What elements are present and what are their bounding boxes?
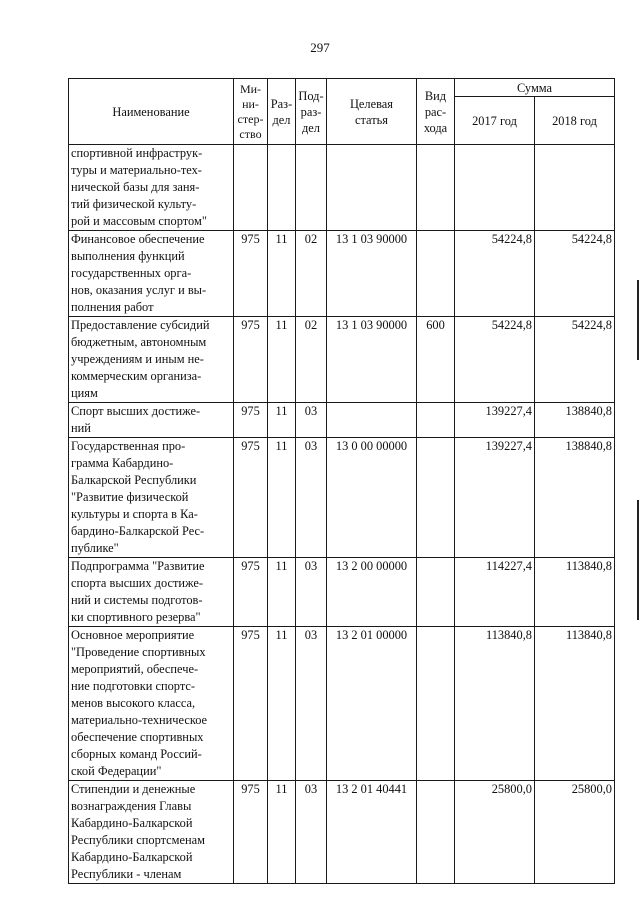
cell-sum-2017: 54224,8 (455, 231, 535, 317)
cell-target-article: 13 1 03 90000 (327, 231, 417, 317)
header-name: Наименование (69, 79, 234, 145)
page-number: 297 (310, 40, 330, 55)
cell-sum-2018: 25800,0 (535, 781, 615, 884)
cell-section: 11 (268, 317, 296, 403)
header-target-article: Целевая статья (327, 79, 417, 145)
header-year-2017: 2017 год (455, 97, 535, 145)
cell-name: Основное мероприятие "Проведение спортивных мероприятий, обеспече- ние подготовки спортс- менов высокого класса, материально-техническое обеспечение спортивных сборных команд Россий- ской Федерации" (69, 627, 234, 781)
scan-edge-mark (637, 280, 639, 360)
header-year-2018: 2018 год (535, 97, 615, 145)
cell-expense-type (417, 231, 455, 317)
cell-expense-type (417, 558, 455, 627)
cell-subsection: 03 (296, 627, 327, 781)
cell-ministry (234, 145, 268, 231)
header-expense-type: Вид рас- хода (417, 79, 455, 145)
cell-sum-2017: 114227,4 (455, 558, 535, 627)
header-ministry: Ми- ни- стер- ство (234, 79, 268, 145)
cell-target-article: 13 0 00 00000 (327, 438, 417, 558)
cell-sum-2017: 54224,8 (455, 317, 535, 403)
cell-target-article: 13 2 00 00000 (327, 558, 417, 627)
cell-subsection: 03 (296, 403, 327, 438)
cell-sum-2017: 25800,0 (455, 781, 535, 884)
cell-section: 11 (268, 558, 296, 627)
cell-section: 11 (268, 438, 296, 558)
cell-name: Предоставление субсидий бюджетным, автономным учреждениям и иным не- коммерческим организа- циям (69, 317, 234, 403)
table-row (69, 781, 615, 884)
cell-sum-2017 (455, 145, 535, 231)
cell-target-article: 13 2 01 00000 (327, 627, 417, 781)
cell-target-article: 13 1 03 90000 (327, 317, 417, 403)
cell-ministry: 975 (234, 317, 268, 403)
cell-ministry: 975 (234, 231, 268, 317)
cell-sum-2018: 138840,8 (535, 403, 615, 438)
scan-edge-mark (637, 500, 639, 620)
cell-ministry: 975 (234, 781, 268, 884)
cell-sum-2018: 138840,8 (535, 438, 615, 558)
cell-expense-type (417, 145, 455, 231)
cell-sum-2018: 113840,8 (535, 558, 615, 627)
cell-subsection: 02 (296, 317, 327, 403)
cell-section: 11 (268, 627, 296, 781)
table-body (69, 145, 615, 884)
cell-expense-type (417, 781, 455, 884)
cell-expense-type: 600 (417, 317, 455, 403)
table-row (69, 403, 615, 438)
cell-name: спортивной инфраструк- туры и материально-тех- нической базы для заня- тий физической культу- рой и массовым спортом" (69, 145, 234, 231)
cell-target-article (327, 403, 417, 438)
cell-ministry: 975 (234, 558, 268, 627)
table-row (69, 438, 615, 558)
cell-expense-type (417, 403, 455, 438)
cell-expense-type (417, 438, 455, 558)
cell-sum-2018: 54224,8 (535, 231, 615, 317)
cell-name: Спорт высших достиже- ний (69, 403, 234, 438)
cell-name: Стипендии и денежные вознаграждения Главы Кабардино-Балкарской Республики спортсменам Кабардино-Балкарской Республики - членам (69, 781, 234, 884)
table-row (69, 627, 615, 781)
cell-name: Подпрограмма "Развитие спорта высших достиже- ний и системы подготов- ки спортивного резерва" (69, 558, 234, 627)
cell-target-article: 13 2 01 40441 (327, 781, 417, 884)
table-row (69, 145, 615, 231)
cell-name: Финансовое обеспечение выполнения функций государственных орга- нов, оказания услуг и вы- полнения работ (69, 231, 234, 317)
cell-target-article (327, 145, 417, 231)
cell-sum-2017: 113840,8 (455, 627, 535, 781)
cell-ministry: 975 (234, 438, 268, 558)
cell-subsection: 02 (296, 231, 327, 317)
cell-section (268, 145, 296, 231)
budget-table (68, 78, 615, 884)
cell-sum-2017: 139227,4 (455, 403, 535, 438)
cell-subsection: 03 (296, 781, 327, 884)
cell-section: 11 (268, 231, 296, 317)
table-header (69, 79, 615, 145)
cell-name: Государственная про- грамма Кабардино- Балкарской Республики "Развитие физической культуры и спорта в Ка- бардино-Балкарской Рес- публике" (69, 438, 234, 558)
cell-subsection (296, 145, 327, 231)
cell-subsection: 03 (296, 438, 327, 558)
header-subsection: Под- раз- дел (296, 79, 327, 145)
header-section: Раз- дел (268, 79, 296, 145)
cell-sum-2017: 139227,4 (455, 438, 535, 558)
cell-ministry: 975 (234, 403, 268, 438)
cell-sum-2018: 54224,8 (535, 317, 615, 403)
table-row (69, 231, 615, 317)
cell-section: 11 (268, 781, 296, 884)
cell-ministry: 975 (234, 627, 268, 781)
cell-subsection: 03 (296, 558, 327, 627)
table-row (69, 317, 615, 403)
header-sum: Сумма (455, 79, 615, 97)
cell-section: 11 (268, 403, 296, 438)
cell-sum-2018: 113840,8 (535, 627, 615, 781)
cell-sum-2018 (535, 145, 615, 231)
table-row (69, 558, 615, 627)
cell-expense-type (417, 627, 455, 781)
